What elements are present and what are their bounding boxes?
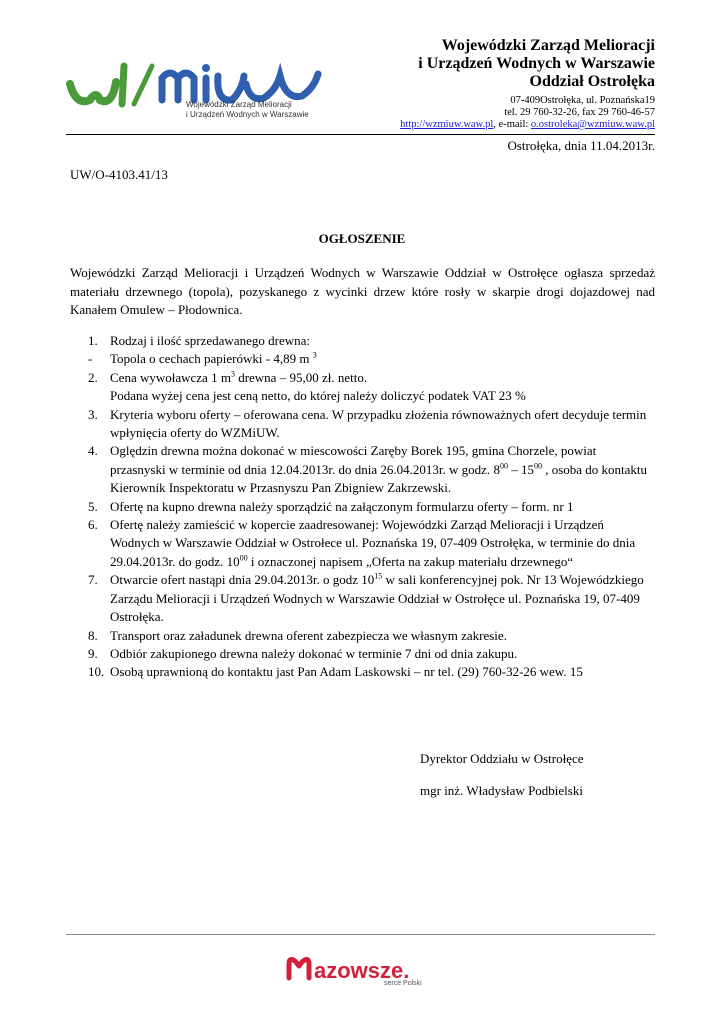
list-item: 1. Rodzaj i ilość sprzedawanego drewna: bbox=[88, 333, 310, 348]
header-title-line-1: Wojewódzki Zarząd Melioracji bbox=[441, 37, 655, 54]
list-item: 3. Kryteria wyboru oferty – oferowana cena. W przypadku złożenia równoważnych ofert decyduje termin wpłynięcia oferty do WZMiUW. bbox=[88, 406, 647, 441]
header-phones: tel. 29 760-32-26, fax 29 760-46-57 bbox=[504, 107, 655, 118]
signatory-title: Dyrektor Oddziału w Ostrołęce bbox=[420, 751, 584, 766]
mazowsze-tagline: serce Polski bbox=[384, 980, 422, 987]
signature-block bbox=[420, 750, 584, 800]
header-title-line-3: Oddział Ostrołęka bbox=[529, 73, 655, 90]
list-item: 9. Odbiór zakupionego drewna należy dokonać w terminie 7 dni od dnia zakupu. bbox=[88, 645, 518, 661]
signatory-name: mgr inż. Władysław Podbielski bbox=[420, 783, 583, 798]
svg-text:azowsze.: azowsze. bbox=[314, 958, 410, 983]
list-item: 2. Cena wywoławcza 1 $m^3$ drewna – 95,00 zł. netto. Podana wyżej cena jest ceną netto, do której należy doliczyć podatek VAT 23 % bbox=[88, 369, 526, 404]
date-line: Ostrołęka, dnia 11.04.2013r. bbox=[507, 138, 655, 153]
announcement-list bbox=[70, 332, 655, 682]
list-item: 10. Osobą uprawnioną do kontaktu jast Pan Adam Laskowski – nr tel. (29) 760-32-26 wew. 15 bbox=[88, 664, 583, 680]
email-label: , e-mail: bbox=[493, 119, 531, 130]
list-item: - Topola o cechach papierówki - 4,89 m $^3$ bbox=[88, 351, 317, 367]
intro-paragraph: Wojewódzki Zarząd Melioracji i Urządzeń Wodnych w Warszawie Oddział w Ostrołęce ogłasza sprzedaż materiału drzewnego (topola), pozyskanego z wycinki drzew które rosły w skarpie drogi dojazdowej nad Kanałem Omulew – Płodownica. bbox=[70, 265, 655, 317]
website-link[interactable]: http://wzmiuw.waw.pl bbox=[400, 119, 494, 130]
wzmiuw-logo bbox=[66, 60, 328, 124]
logo-subtitle-line-2: i Urządzeń Wodnych w Warszawie bbox=[186, 110, 309, 119]
list-item: 8. Transport oraz załadunek drewna oferent zabezpiecza we własnym zakresie. bbox=[88, 627, 507, 643]
header-divider bbox=[66, 134, 655, 135]
list-item: 4. Oględzin drewna można dokonać w miescowości Zaręby Borek 195, gmina Chorzele, powiat przasnyski w terminie od dnia 12.04.2013r. do dnia 26.04.2013r. w godz. $8^{00} - 15^{00}$ , osoba do kontaktu Kierownik Inspektoratu w Przasnyszu Pan Zbigniew Zakrzewski. bbox=[88, 443, 648, 496]
list-item: 6. Ofertę należy zamieścić w kopercie zaadresowanej: Wojewódzki Zarząd Melioracji i Urządzeń Wodnych w Warszawie Oddział w Ostrołece ul. Poznańska 19, 07-409 Ostrołęka, w terminie do dnia 29.04.2013r. do godz. $10^{00}$ i oznaczonej napisem „Oferta na zakup materiału drzewnego“ bbox=[88, 517, 636, 569]
logo-subtitle-line-1: Wojewódzki Zarząd Melioracji bbox=[186, 100, 292, 109]
list-item: 5. Ofertę na kupno drewna należy sporządzić na załączonym formularzu oferty – form. nr 1 bbox=[88, 498, 574, 514]
email-link[interactable]: o.ostroleka@wzmiuw.waw.pl bbox=[530, 119, 655, 130]
header-address: 07-409Ostrołęka, ul. Poznańska19 bbox=[510, 95, 655, 106]
document-title: OGŁOSZENIE bbox=[318, 231, 406, 246]
list-item: 7. Otwarcie ofert nastąpi dnia 29.04.2013r. o godz $10^{15}$ w sali konferencyjnej pok. Nr 13 Wojewódzkiego Zarządu Melioracji i Urządzeń Wodnych w Warszawie Oddział w Ostrołęce ul. Poznańska 19, 07-409 Ostrołęka. bbox=[88, 571, 644, 625]
footer-divider bbox=[66, 934, 655, 935]
reference-number: UW/O-4103.41/13 bbox=[70, 167, 168, 182]
header-title-line-2: i Urządzeń Wodnych w Warszawie bbox=[418, 55, 655, 72]
header-contact bbox=[400, 119, 655, 130]
